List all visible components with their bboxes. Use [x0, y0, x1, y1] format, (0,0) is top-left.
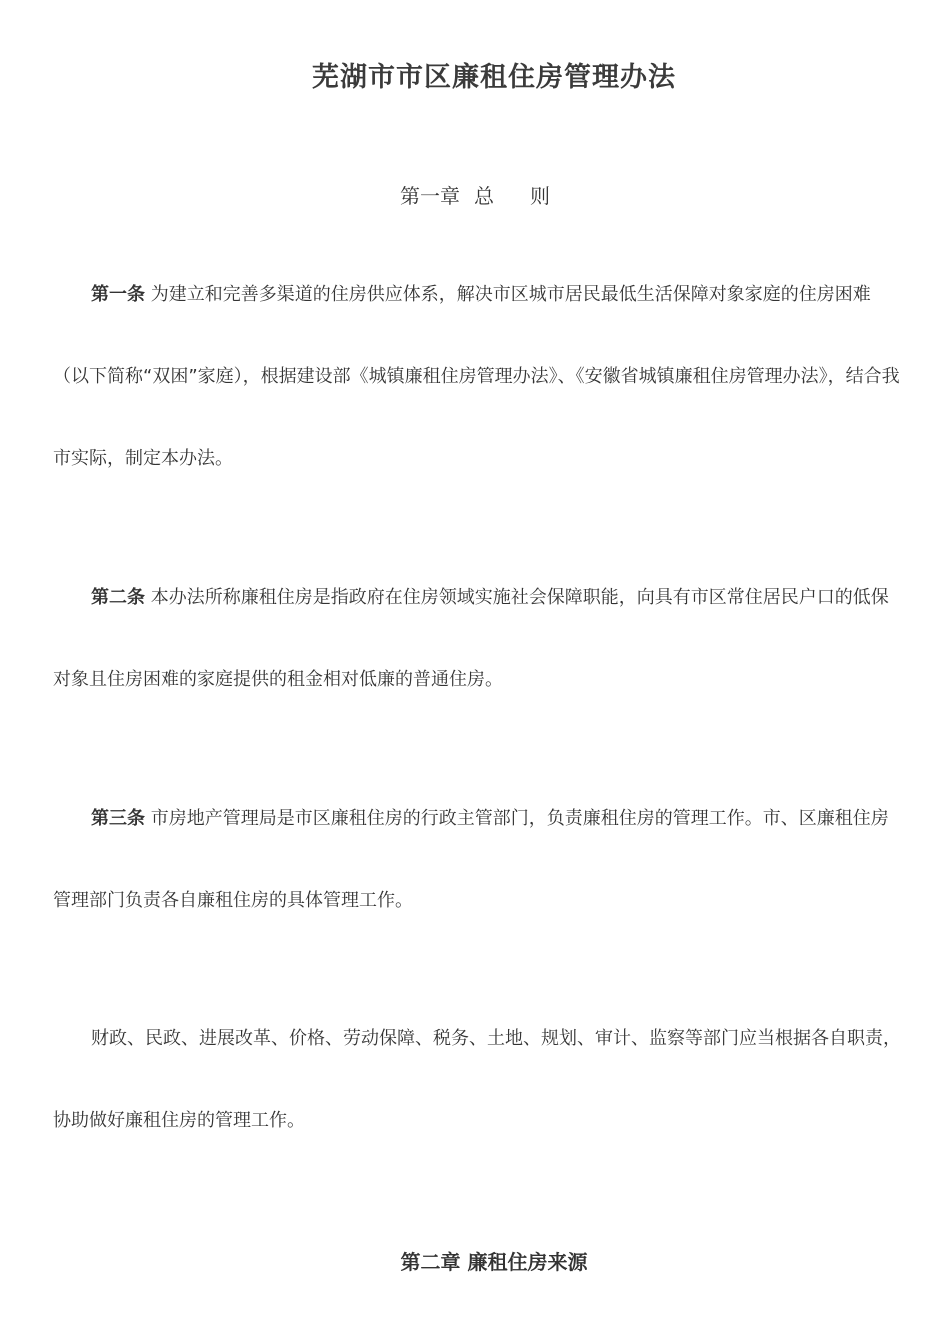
article-3-label: 第三条 — [91, 808, 145, 829]
article-2-label: 第二条 — [91, 587, 145, 608]
chapter-1-heading — [0, 180, 950, 209]
chapter-2-heading: 第二章 廉租住房来源 — [400, 1250, 588, 1274]
chapter-1-heading-word-a: 总 — [474, 184, 494, 208]
article-2 — [53, 557, 903, 721]
chapter-1-label: 第一章 — [400, 184, 460, 208]
article-3-paragraph-2-text: 财政、民政、进展改革、价格、劳动保障、税务、土地、规划、审计、监察等部门应当根据各自职责，协助做好廉租住房的管理工作。 — [53, 1028, 901, 1131]
article-1-label: 第一条 — [91, 284, 145, 305]
article-1 — [53, 254, 903, 500]
document-title: 芜湖市市区廉租住房管理办法 — [312, 62, 676, 93]
article-3-paragraph-2 — [53, 998, 903, 1162]
article-3-text: 市房地产管理局是市区廉租住房的行政主管部门，负责廉租住房的管理工作。市、区廉租住房管理部门负责各自廉租住房的具体管理工作。 — [53, 808, 889, 911]
chapter-1-heading-word-b: 则 — [530, 184, 550, 208]
article-3 — [53, 778, 903, 942]
article-2-text: 本办法所称廉租住房是指政府在住房领域实施社会保障职能，向具有市区常住居民户口的低保对象且住房困难的家庭提供的租金相对低廉的普通住房。 — [53, 587, 889, 690]
article-1-text: 为建立和完善多渠道的住房供应体系，解决市区城市居民最低生活保障对象家庭的住房困难（以下简称“双困”家庭），根据建设部《城镇廉租住房管理办法》、《安徽省城镇廉租住房管理办法》，结合我市实际，制定本办法。 — [53, 284, 900, 469]
